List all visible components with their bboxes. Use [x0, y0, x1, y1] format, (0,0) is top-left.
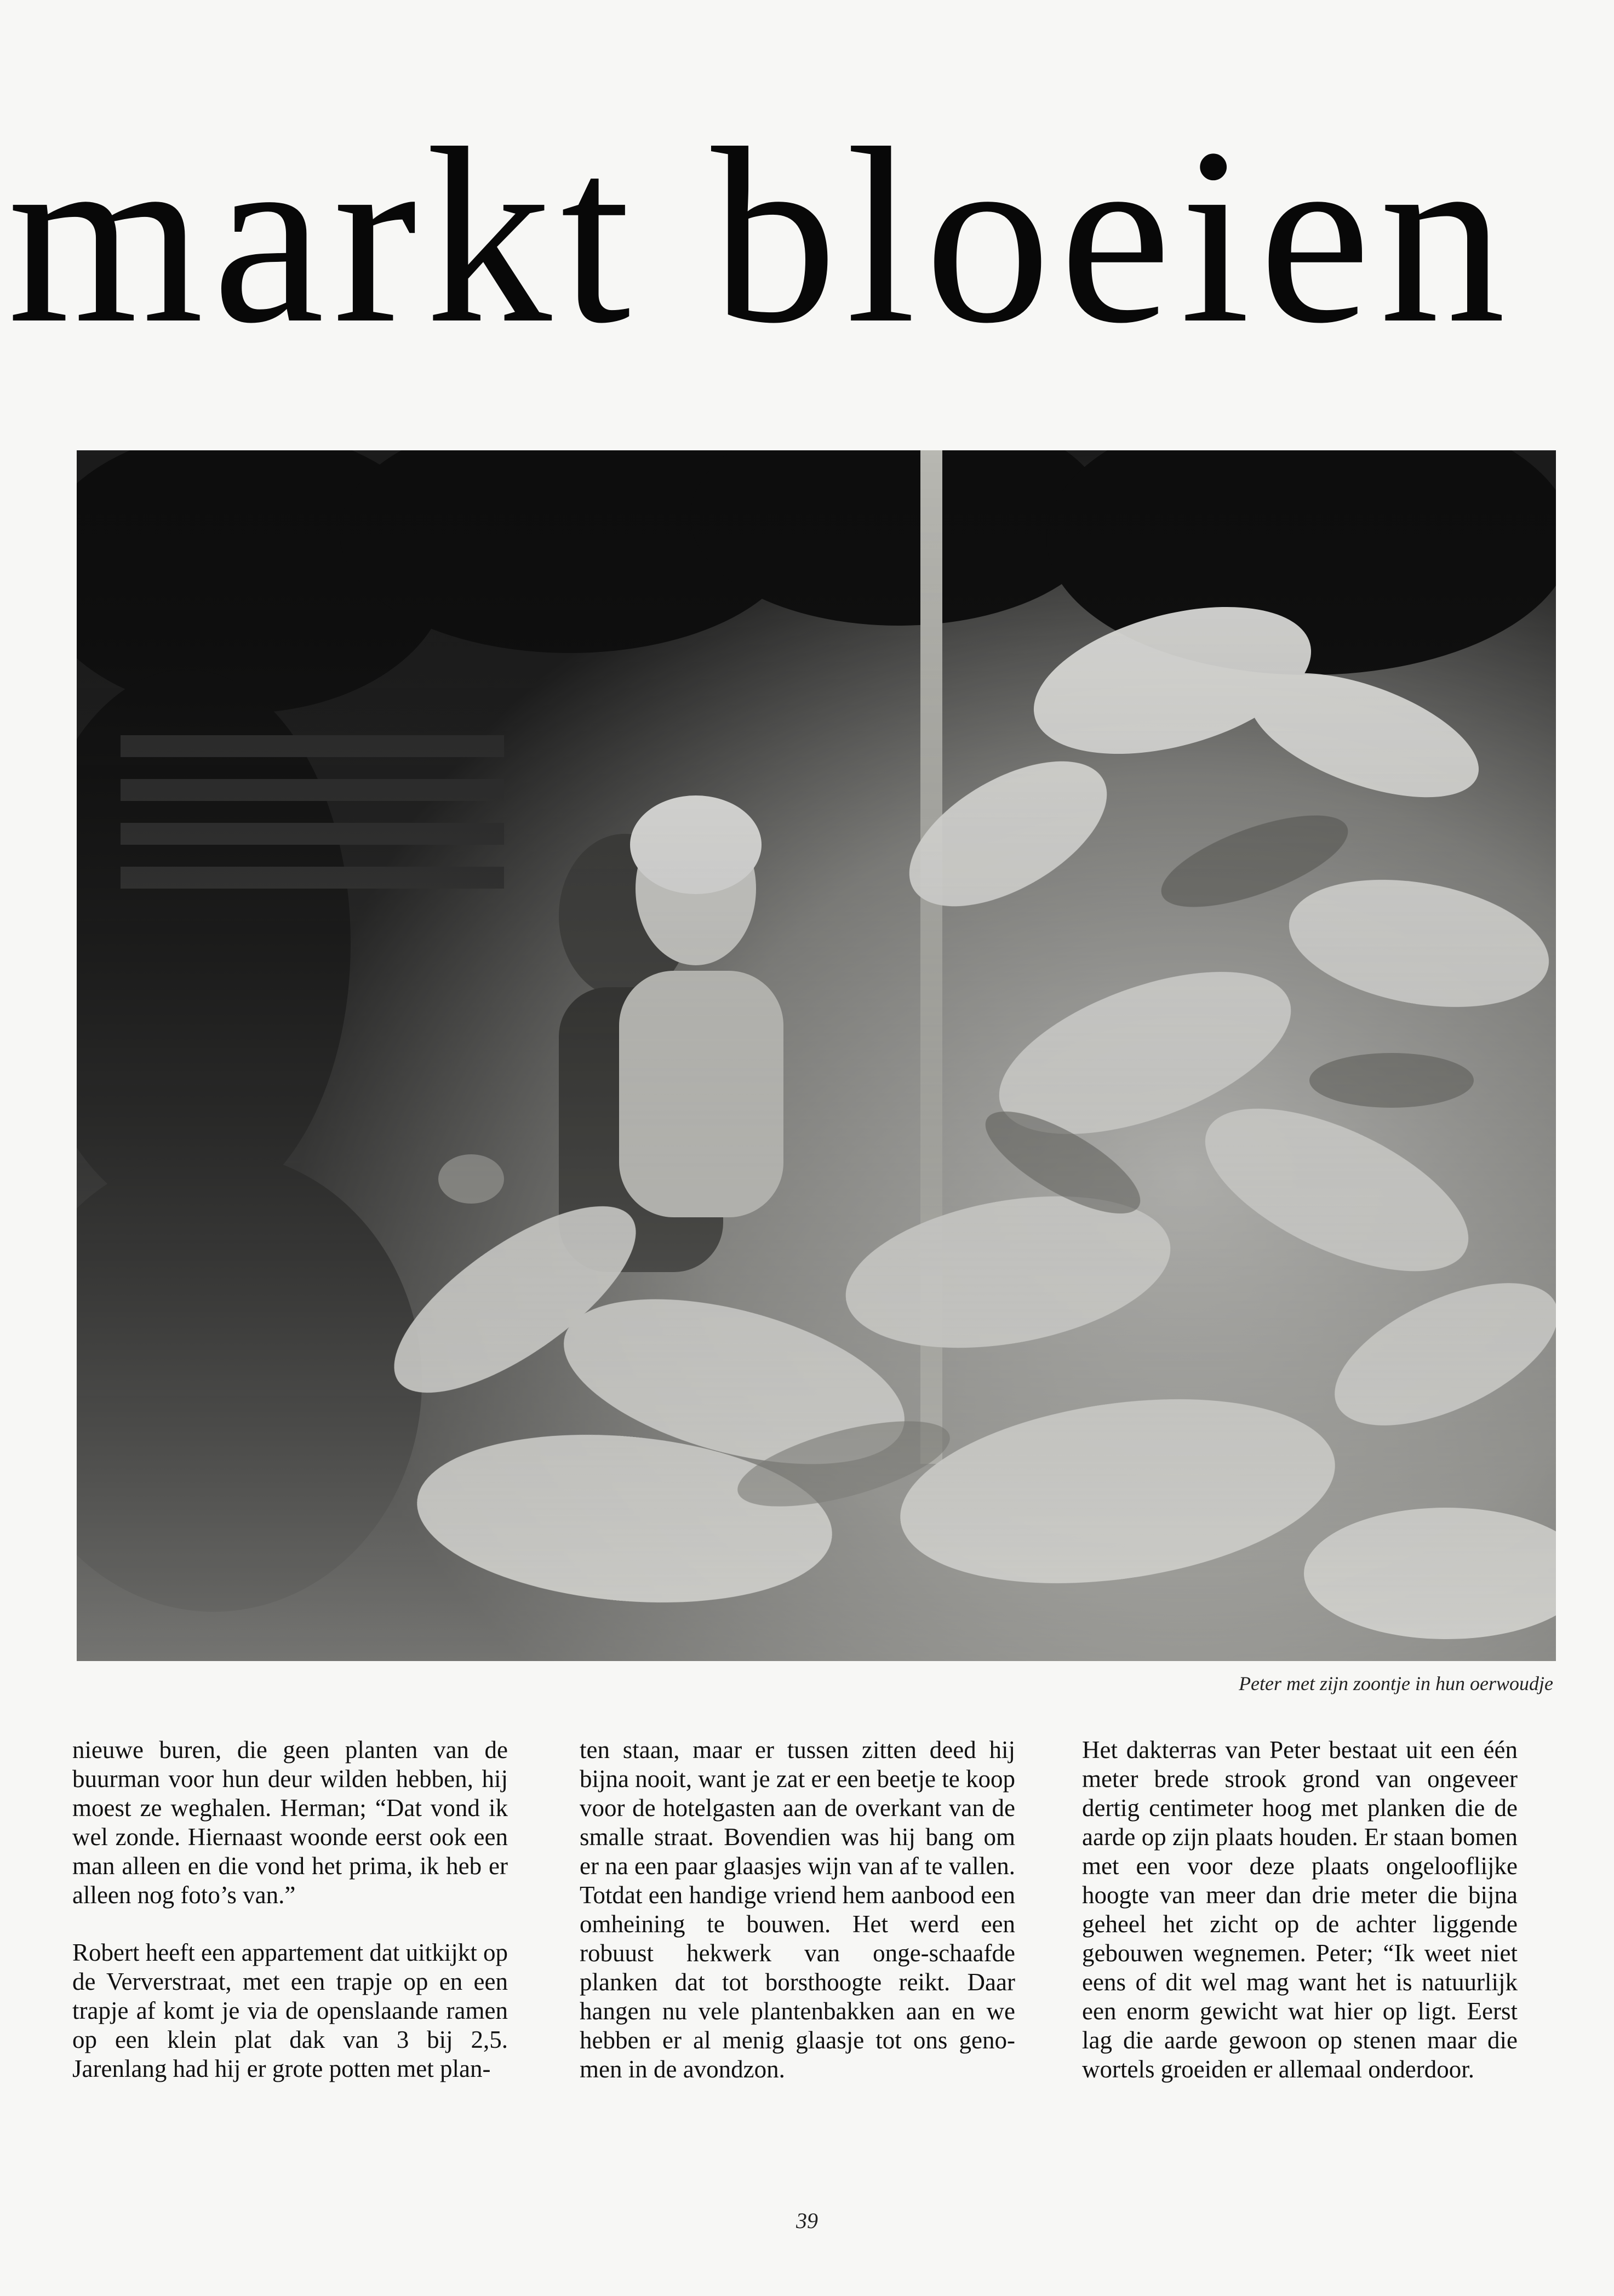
- photo-caption: Peter met zijn zoontje in hun oerwoudje: [1239, 1673, 1553, 1694]
- garden-photo: [77, 450, 1556, 1661]
- article-headline: markt bloeien: [8, 96, 1514, 375]
- paragraph: ten staan, maar er tussen zitten deed hij bijna nooit, want je zat er een beetje te koop voor de hotelgasten aan de overkant van de smalle straat. Bovendien was hij bang om er na een paar glaasjes wijn van af te vallen. Totdat een handige vriend hem aanbood een omheining te bouwen. Het werd een robuust hekwerk van onge-schaafde planken dat tot borsthoogte reikt. Daar hangen nu vele plantenbakken aan en we hebben er al menig glaasje tot ons geno-men in de avondzon.: [580, 1736, 1015, 2083]
- text-column-3: [1082, 1736, 1518, 2112]
- page-number: 39: [796, 2208, 818, 2233]
- paragraph: Het dakterras van Peter bestaat uit een één meter brede strook grond van ongeveer dertig centimeter hoog met planken die de aarde op zijn plaats houden. Er staan bomen met een voor deze plaats ongelooflijke hoogte van meer dan drie meter die bijna geheel het zicht op de achter liggende gebouwen wegnemen. Peter; “Ik weet niet eens of dit wel mag want het is natuurlijk een enorm gewicht wat hier op ligt. Eerst lag die aarde gewoon op stenen maar die wortels groeiden er allemaal onderdoor.: [1082, 1736, 1518, 2083]
- garden-photo-illustration: [77, 450, 1556, 1661]
- paragraph: nieuwe buren, die geen planten van de buurman voor hun deur wilden hebben, hij moest ze weghalen. Herman; “Dat vond ik wel zonde. Hiernaast woonde eerst ook een man alleen en die vond het prima, ik heb er alleen nog foto’s van.”: [72, 1736, 508, 1909]
- text-column-1: [72, 1736, 508, 2112]
- text-column-2: [580, 1736, 1015, 2112]
- paragraph: Robert heeft een appartement dat uitkijkt op de Ververstraat, met een trapje op en een trapje af komt je via de openslaande ramen op een klein plat dak van 3 bij 2,5. Jarenlang had hij er grote potten met plan-: [72, 1939, 508, 2082]
